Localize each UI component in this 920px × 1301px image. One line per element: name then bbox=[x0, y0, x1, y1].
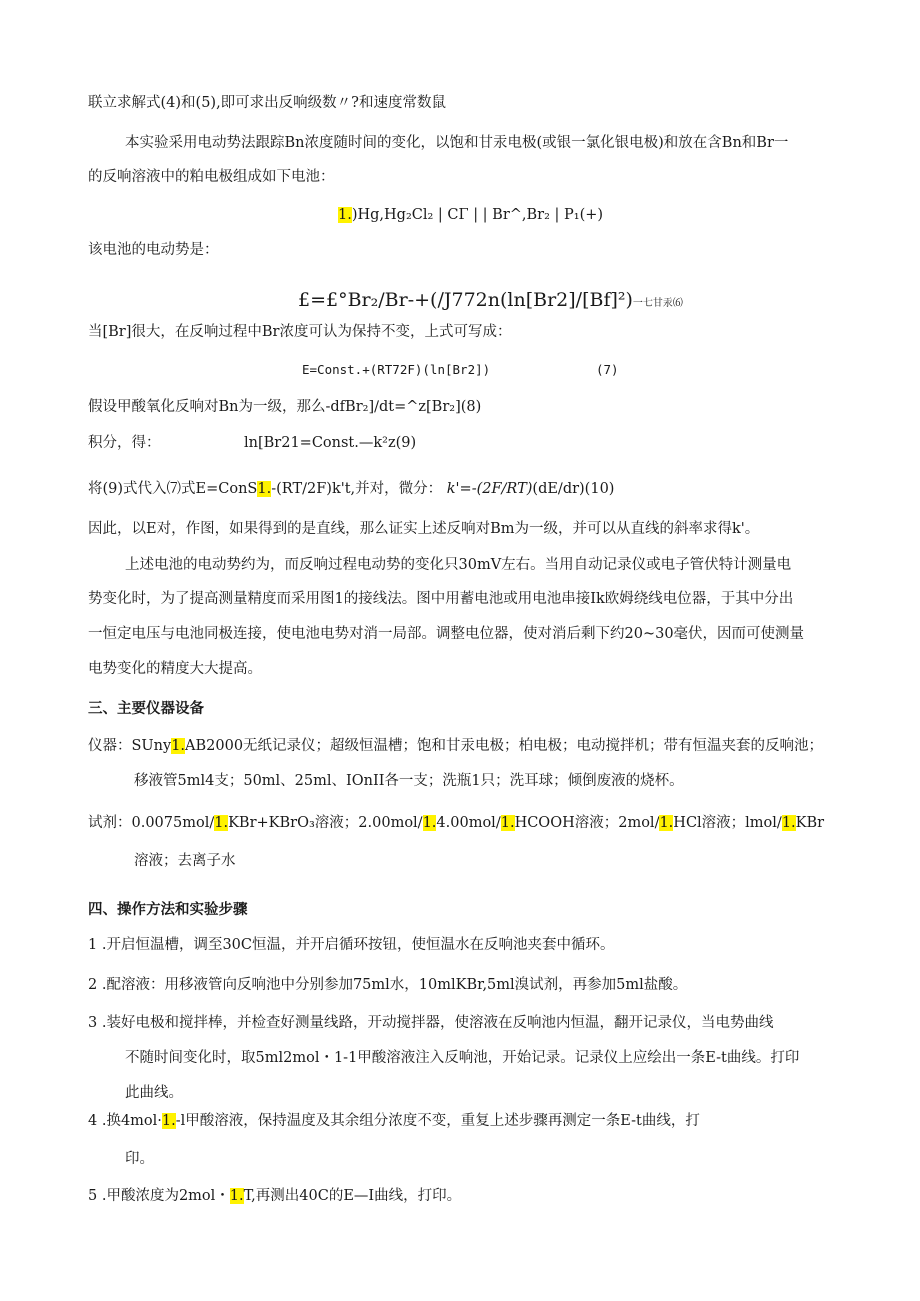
step-item: 2 .配溶液：用移液管向反响池中分别参加75ml水，10mlKBr,5ml溴试剂，再参加5ml盐酸。 bbox=[88, 977, 688, 993]
step-item: 4 .换4mol·1.-l甲酸溶液，保持温度及其余组分浓度不变，重复上述步骤再测定一条E-t曲线，打 bbox=[88, 1113, 700, 1129]
paragraph-line: 的反响溶液中的粕电极组成如下电池： bbox=[88, 169, 335, 185]
highlight-mark: 1. bbox=[500, 815, 515, 831]
paragraph-line: 上述电池的电动势约为，而反响过程电动势的变化只30mV左右。当用自动记录仪或电子管伏特计测量电 bbox=[125, 557, 792, 573]
section-heading: 三、主要仪器设备 bbox=[88, 701, 204, 717]
paragraph-line: 因此，以E对，作图，如果得到的是直线，那么证实上述反响对Bm为一级，并可以从直线的斜率求得k'。 bbox=[88, 521, 760, 537]
highlight-mark: 1. bbox=[781, 815, 796, 831]
cell-notation: 1.)Hg,Hg₂Cl₂ | CΓ | | Br^,Br₂ | P₁(+) bbox=[338, 207, 604, 223]
paragraph-line: 该电池的电动势是： bbox=[88, 242, 219, 258]
step-item-continued: 此曲线。 bbox=[125, 1085, 183, 1101]
reagents-line: 溶液；去离子水 bbox=[134, 853, 236, 869]
equation-7: E=Const.+(RT72F)(ln[Br2]) bbox=[302, 362, 491, 377]
step-item: 5 .甲酸浓度为2mol・1.T,再测出40C的E—I曲线，打印。 bbox=[88, 1188, 462, 1204]
step-item-continued: 印。 bbox=[125, 1151, 154, 1167]
equation-6: £=£°Br₂/Br-+(∕J772n(ln[Br2]∕[Bf]²)一七甘汞⑹ bbox=[298, 289, 683, 311]
section-heading: 四、操作方法和实验步骤 bbox=[88, 902, 248, 918]
step-item: 3 .装好电极和搅拌棒，并检查好测量线路，开动搅拌器，使溶液在反响池内恒温，翻开记录仪，当电势曲线 bbox=[88, 1015, 774, 1031]
paragraph-line: 积分，得： bbox=[88, 435, 161, 451]
equation-9: ln[Br21=Const.—k²z(9) bbox=[244, 435, 417, 451]
highlight-mark: 1. bbox=[422, 815, 437, 831]
paragraph-line: 电势变化的精度大大提高。 bbox=[88, 661, 262, 677]
highlight-mark: 1. bbox=[214, 815, 229, 831]
paragraph-line: 当[Br]很大，在反响过程中Br浓度可认为保持不变，上式可写成： bbox=[88, 324, 512, 340]
equation-number: (7) bbox=[596, 362, 619, 377]
paragraph-line: 将(9)式代入⑺式E=ConS1.-(RT∕2F)k't,并对，微分： k'=-(2F∕RT)(dE∕dr)(10) bbox=[88, 481, 615, 497]
highlight-mark: 1. bbox=[338, 207, 352, 223]
step-item-continued: 不随时间变化时，取5ml2mol・1-1甲酸溶液注入反响池，开始记录。记录仪上应绘出一条E-t曲线。打印 bbox=[125, 1050, 800, 1066]
instruments-line: 移液管5ml4支；50ml、25ml、IOnII各一支；洗瓶1只；洗耳球；倾倒废液的烧杯。 bbox=[134, 773, 684, 789]
highlight-mark: 1. bbox=[229, 1188, 244, 1204]
paragraph-line: 本实验采用电动势法跟踪Bn浓度随时间的变化，以饱和甘汞电极(或银一氯化银电极)和放在含Bn和Br一 bbox=[125, 135, 789, 151]
step-item: 1 .开启恒温槽，调至30C恒温，并开启循环按钮，使恒温水在反响池夹套中循环。 bbox=[88, 937, 615, 953]
highlight-mark: 1. bbox=[257, 481, 272, 497]
paragraph-line: 势变化时，为了提高测量精度而采用图1的接线法。图中用蓄电池或用电池串接Ik欧姆绕线电位器，于其中分出 bbox=[88, 591, 794, 607]
highlight-mark: 1. bbox=[171, 738, 186, 754]
reagents-line: 试剂：0.0075mol∕1.KBr+KBrO₃溶液；2.00mol∕1.4.00mol∕1.HCOOH溶液；2mol∕1.HCl溶液；lmol∕1.KBr bbox=[88, 815, 825, 831]
paragraph-line: 联立求解式(4)和(5),即可求出反响级数〃?和速度常数鼠 bbox=[88, 95, 446, 111]
instruments-line: 仪器：SUny1.AB2000无纸记录仪；超级恒温槽；饱和甘汞电极；柏电极；电动搅拌机；带有恒温夹套的反响池； bbox=[88, 738, 824, 754]
paragraph-line: 假设甲酸氧化反响对Bn为一级，那么-dfBr₂]∕dt=^z[Br₂](8) bbox=[88, 399, 482, 415]
highlight-mark: 1. bbox=[161, 1113, 176, 1129]
highlight-mark: 1. bbox=[659, 815, 674, 831]
paragraph-line: 一恒定电压与电池同极连接，使电池电势对消一局部。调整电位器，使对消后剩下约20~30毫伏，因而可使测量 bbox=[88, 626, 805, 642]
